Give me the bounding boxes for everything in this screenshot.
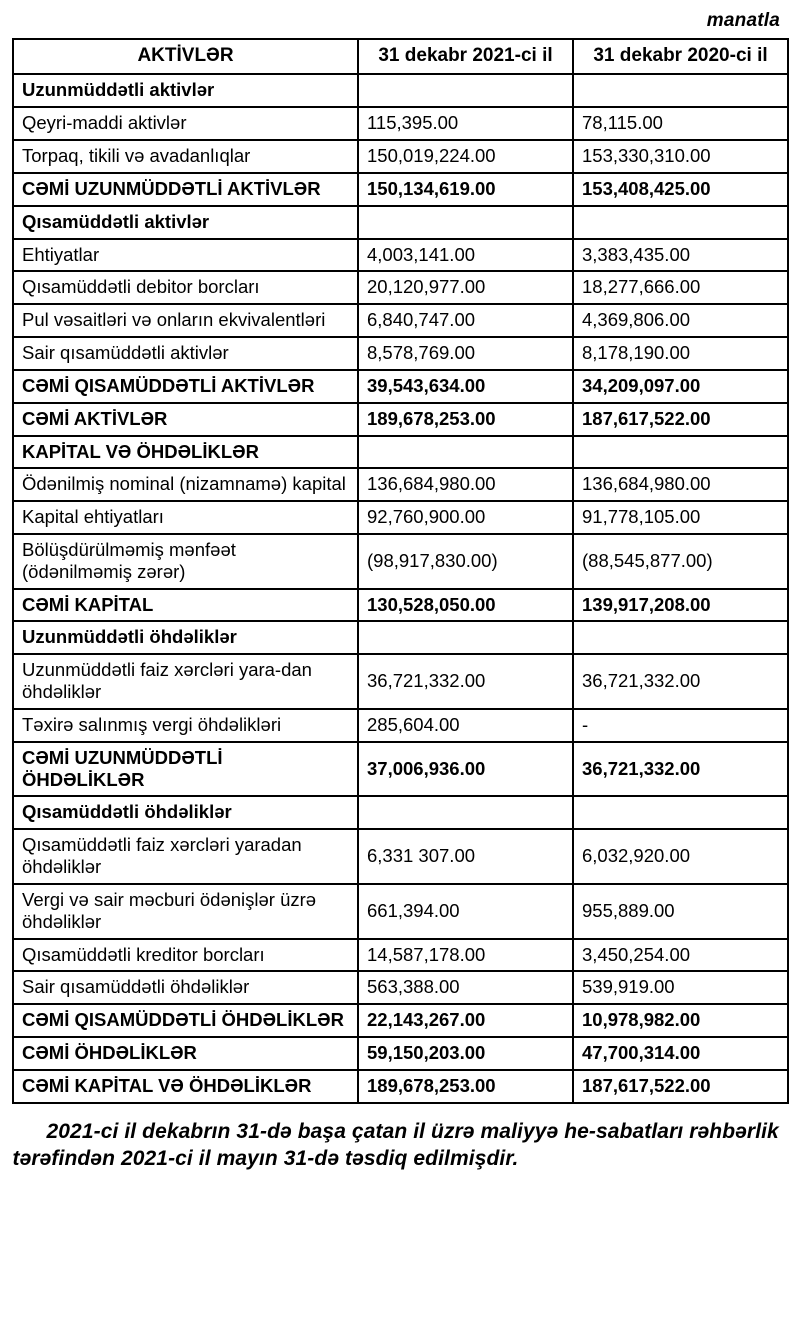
row-value-2021: [358, 436, 573, 469]
row-label: Bölüşdürülməmiş mənfəət (ödənilməmiş zərər): [13, 534, 358, 589]
row-value-2020: (88,545,877.00): [573, 534, 788, 589]
row-value-2021: 136,684,980.00: [358, 468, 573, 501]
table-header-row: [13, 39, 788, 74]
row-label: KAPİTAL VƏ ÖHDƏLİKLƏR: [13, 436, 358, 469]
row-label: Ödənilmiş nominal (nizamnamə) kapital: [13, 468, 358, 501]
table-row: [13, 403, 788, 436]
row-value-2020: 36,721,332.00: [573, 654, 788, 709]
table-row: [13, 501, 788, 534]
table-row: [13, 939, 788, 972]
row-value-2020: 34,209,097.00: [573, 370, 788, 403]
row-label: Qeyri-maddi aktivlər: [13, 107, 358, 140]
table-row: [13, 742, 788, 797]
row-value-2020: 153,330,310.00: [573, 140, 788, 173]
row-value-2021: (98,917,830.00): [358, 534, 573, 589]
table-row: [13, 337, 788, 370]
row-label: Qısamüddətli kreditor borcları: [13, 939, 358, 972]
row-value-2020: 4,369,806.00: [573, 304, 788, 337]
row-value-2021: [358, 74, 573, 107]
unit-note: manatla: [706, 10, 780, 31]
table-row: [13, 370, 788, 403]
row-value-2021: 39,543,634.00: [358, 370, 573, 403]
row-label: Uzunmüddətli aktivlər: [13, 74, 358, 107]
table-row: [13, 829, 788, 884]
row-label: Kapital ehtiyatları: [13, 501, 358, 534]
row-value-2020: 136,684,980.00: [573, 468, 788, 501]
row-value-2021: 115,395.00: [358, 107, 573, 140]
table-row: [13, 468, 788, 501]
row-label: CƏMİ KAPİTAL: [13, 589, 358, 622]
row-value-2021: [358, 206, 573, 239]
table-row: [13, 589, 788, 622]
row-label: Qısamüddətli debitor borcları: [13, 271, 358, 304]
row-value-2020: 91,778,105.00: [573, 501, 788, 534]
row-value-2020: [573, 796, 788, 829]
row-value-2021: 20,120,977.00: [358, 271, 573, 304]
row-value-2020: 78,115.00: [573, 107, 788, 140]
row-label: CƏMİ UZUNMÜDDƏTLİ AKTİVLƏR: [13, 173, 358, 206]
row-label: Sair qısamüddətli aktivlər: [13, 337, 358, 370]
table-row: [13, 271, 788, 304]
row-value-2020: 8,178,190.00: [573, 337, 788, 370]
row-label: Təxirə salınmış vergi öhdəlikləri: [13, 709, 358, 742]
table-row: [13, 884, 788, 939]
row-value-2021: 14,587,178.00: [358, 939, 573, 972]
row-value-2020: 18,277,666.00: [573, 271, 788, 304]
row-value-2020: 955,889.00: [573, 884, 788, 939]
row-label: CƏMİ KAPİTAL VƏ ÖHDƏLİKLƏR: [13, 1070, 358, 1103]
row-value-2020: 10,978,982.00: [573, 1004, 788, 1037]
row-label: Qısamüddətli öhdəliklər: [13, 796, 358, 829]
row-value-2020: [573, 206, 788, 239]
row-value-2021: 8,578,769.00: [358, 337, 573, 370]
row-value-2021: 563,388.00: [358, 971, 573, 1004]
table-row: [13, 74, 788, 107]
table-row: [13, 173, 788, 206]
row-label: Vergi və sair məcburi ödənişlər üzrə öhdəliklər: [13, 884, 358, 939]
row-value-2021: 36,721,332.00: [358, 654, 573, 709]
table-row: [13, 107, 788, 140]
row-value-2021: 59,150,203.00: [358, 1037, 573, 1070]
financial-statement-table: [12, 38, 789, 1104]
row-label: CƏMİ UZUNMÜDDƏTLİ ÖHDƏLİKLƏR: [13, 742, 358, 797]
table-row: [13, 654, 788, 709]
table-header: [13, 39, 788, 74]
table-row: [13, 709, 788, 742]
table-row: [13, 1037, 788, 1070]
row-label: CƏMİ QISAMÜDDƏTLİ ÖHDƏLİKLƏR: [13, 1004, 358, 1037]
row-value-2020: 153,408,425.00: [573, 173, 788, 206]
table-row: [13, 1070, 788, 1103]
table-row: [13, 436, 788, 469]
table-row: [13, 534, 788, 589]
row-value-2020: 6,032,920.00: [573, 829, 788, 884]
table-row: [13, 1004, 788, 1037]
row-value-2021: 92,760,900.00: [358, 501, 573, 534]
table-row: [13, 239, 788, 272]
row-value-2020: 539,919.00: [573, 971, 788, 1004]
row-value-2020: -: [573, 709, 788, 742]
row-value-2020: 36,721,332.00: [573, 742, 788, 797]
row-value-2021: 150,019,224.00: [358, 140, 573, 173]
row-value-2021: 6,840,747.00: [358, 304, 573, 337]
row-value-2020: 3,383,435.00: [573, 239, 788, 272]
row-value-2021: 37,006,936.00: [358, 742, 573, 797]
row-value-2020: 187,617,522.00: [573, 1070, 788, 1103]
row-label: Torpaq, tikili və avadanlıqlar: [13, 140, 358, 173]
column-header-2021: 31 dekabr 2021-ci il: [358, 39, 573, 74]
row-value-2020: 139,917,208.00: [573, 589, 788, 622]
row-value-2020: [573, 74, 788, 107]
row-value-2021: 285,604.00: [358, 709, 573, 742]
table-row: [13, 140, 788, 173]
table-row: [13, 796, 788, 829]
row-label: CƏMİ QISAMÜDDƏTLİ AKTİVLƏR: [13, 370, 358, 403]
row-value-2021: [358, 621, 573, 654]
row-label: Uzunmüddətli öhdəliklər: [13, 621, 358, 654]
table-row: [13, 621, 788, 654]
row-label: Qısamüddətli aktivlər: [13, 206, 358, 239]
row-value-2020: 3,450,254.00: [573, 939, 788, 972]
row-value-2021: 22,143,267.00: [358, 1004, 573, 1037]
row-label: Pul vəsaitləri və onların ekvivalentləri: [13, 304, 358, 337]
row-value-2021: 130,528,050.00: [358, 589, 573, 622]
table-body: [13, 74, 788, 1102]
row-value-2020: 187,617,522.00: [573, 403, 788, 436]
row-value-2021: 4,003,141.00: [358, 239, 573, 272]
row-label: Ehtiyatlar: [13, 239, 358, 272]
row-label: Sair qısamüddətli öhdəliklər: [13, 971, 358, 1004]
table-row: [13, 971, 788, 1004]
row-label: CƏMİ AKTİVLƏR: [13, 403, 358, 436]
table-row: [13, 304, 788, 337]
row-value-2020: [573, 621, 788, 654]
row-label: Uzunmüddətli faiz xərcləri yara-dan öhdəliklər: [13, 654, 358, 709]
row-value-2020: 47,700,314.00: [573, 1037, 788, 1070]
row-value-2021: 661,394.00: [358, 884, 573, 939]
row-label: Qısamüddətli faiz xərcləri yaradan öhdəliklər: [13, 829, 358, 884]
column-header-assets: AKTİVLƏR: [13, 39, 358, 74]
row-value-2021: 189,678,253.00: [358, 403, 573, 436]
row-label: CƏMİ ÖHDƏLİKLƏR: [13, 1037, 358, 1070]
row-value-2021: 150,134,619.00: [358, 173, 573, 206]
approval-footnote: 2021-ci il dekabrın 31-də başa çatan il üzrə maliyyə he-sabatları rəhbərlik tərəfindən 2021-ci il mayın 31-də təsdiq edilmişdir.: [12, 1119, 779, 1171]
row-value-2021: 189,678,253.00: [358, 1070, 573, 1103]
row-value-2021: [358, 796, 573, 829]
row-value-2021: 6,331 307.00: [358, 829, 573, 884]
column-header-2020: 31 dekabr 2020-ci il: [573, 39, 788, 74]
row-value-2020: [573, 436, 788, 469]
table-row: [13, 206, 788, 239]
